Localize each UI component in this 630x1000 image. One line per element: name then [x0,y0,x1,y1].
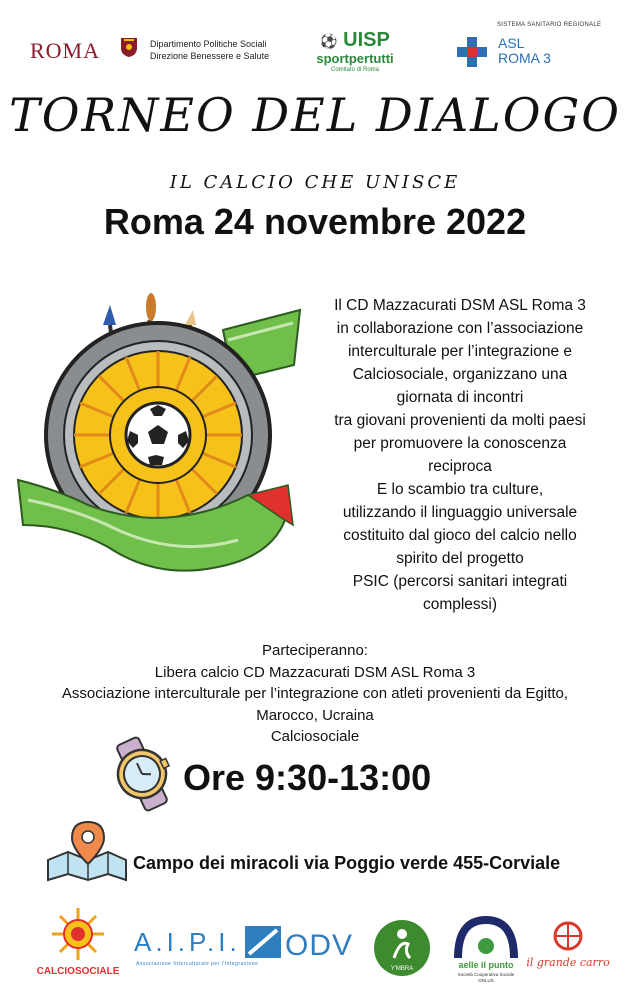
odv-label: ODV [285,929,354,962]
participant-line: Calciosociale [270,728,360,745]
il-grande-carro-logo [526,918,610,976]
event-location: Campo dei miracoli via Poggio verde 455-Corviale [133,853,561,873]
description-line: reciproca [428,458,492,475]
description-line: complessi) [422,596,498,613]
odv-logo [245,922,355,962]
ymbra-label: Y'MBRA [390,966,414,972]
event-time: Ore 9:30-13:00 [183,757,432,798]
aelle-onlus: ONLUS [478,978,494,983]
description-line: interculturale per l’integrazione e [347,343,573,360]
participant-line: Associazione interculturale per l’integrazione con atleti provenienti da Egitto, [61,685,569,702]
asl-cross-icon [455,35,489,69]
ymbra-logo [372,918,432,978]
description-line: spirito del progetto [396,550,524,567]
description-line: per promuovere la conoscenza [353,435,567,452]
participants-heading: Parteciperanno: [262,642,368,659]
event-date: Roma 24 novembre 2022 [103,201,527,242]
participant-line: Marocco, Ucraina [256,706,374,724]
event-title: TORNEO DEL DIALOGO [9,88,621,142]
ssr-label: SISTEMA SANITARIO REGIONALE [497,22,602,28]
description-line: PSIC (percorsi sanitari integrati [352,573,568,590]
asl-logo-text: ASL ROMA 3 [498,35,551,66]
roma-logo: ROMA [30,38,101,63]
description-line: Il CD Mazzacurati DSM ASL Roma 3 [334,297,586,314]
aelle-sublabel: Società Cooperativa Sociale [457,972,515,977]
event-description [305,294,615,616]
aipi-logo: A.I.P.I. [134,927,241,957]
description-line: utilizzando il linguaggio universale [342,504,578,521]
aelle-il-punto-logo [450,912,522,984]
watch-icon [108,738,176,810]
description-line: in collaborazione con l’associazione [336,320,584,337]
department-label: Dipartimento Politiche Sociali Direzione Benessere e Salute [150,39,270,61]
calciosociale-logo [38,906,118,978]
map-pin-icon [46,820,128,882]
aelle-label: aelle il punto [458,960,514,970]
aipi-subtitle: Associazione Interculturale per l'Integrazione [136,961,259,967]
grande-carro-label: il grande carro [526,956,610,969]
calciosociale-label: CALCIOSOCIALE [36,966,120,977]
uisp-logo: ⚽ UISP sportpertutti Comitato di Roma [316,29,394,73]
description-line: tra giovani provenienti da molti paesi [334,412,586,429]
event-subtitle: IL CALCIO CHE UNISCE [169,172,461,193]
description-line: E lo scambio tra culture, [376,481,544,498]
description-line: giornata di incontri [396,389,524,406]
description-line: Calciosociale, organizzano una [352,366,568,383]
participants-section [0,640,630,748]
wheel-football-illustration [18,285,303,575]
participant-line: Libera calcio CD Mazzacurati DSM ASL Roma 3 [154,663,476,681]
description-line: costituito dal gioco del calcio nello [343,527,577,544]
roma-crest-icon [120,36,138,58]
